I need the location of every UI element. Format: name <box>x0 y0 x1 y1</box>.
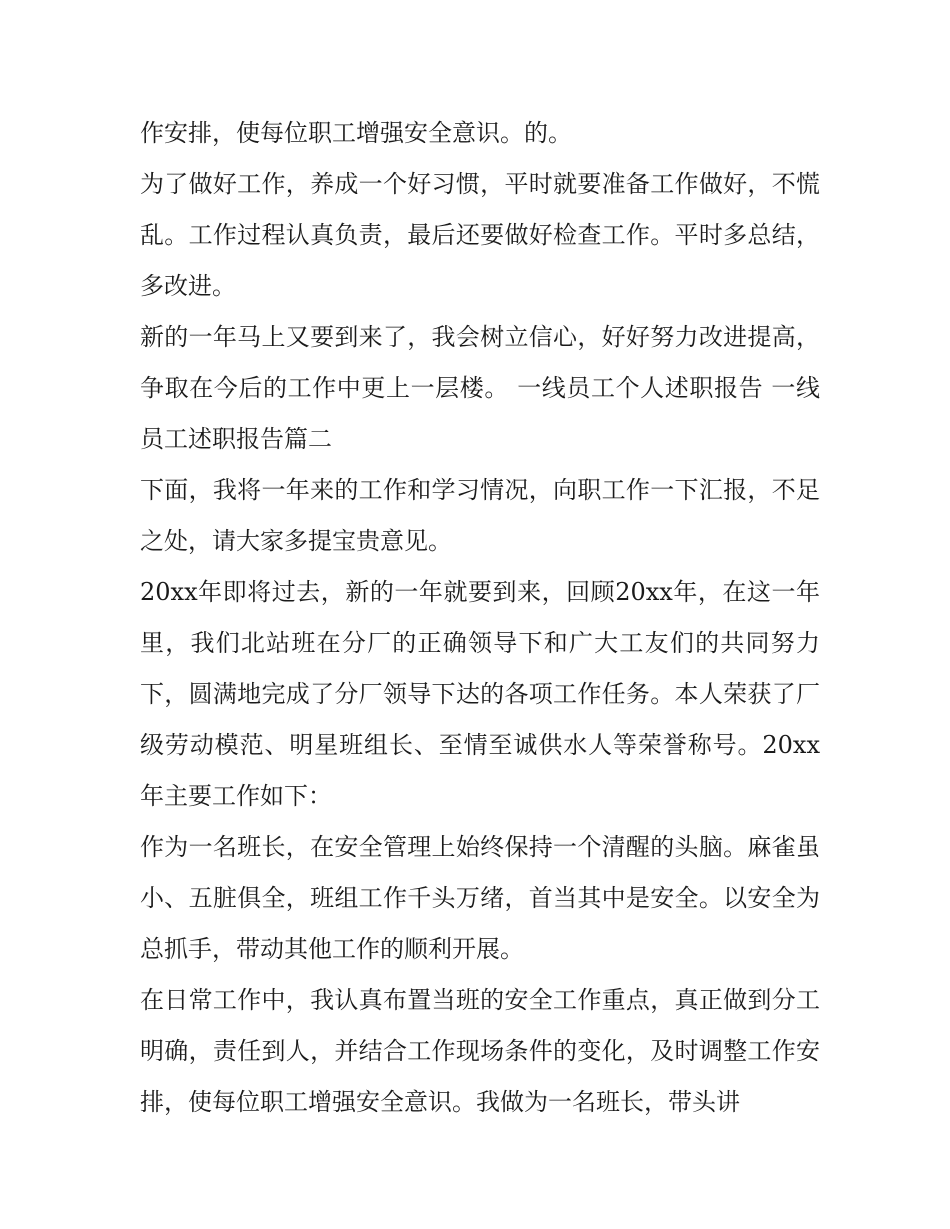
paragraph-3: 新的一年马上又要到来了，我会树立信心，好好努力改进提高，争取在今后的工作中更上一层楼。 一线员工个人述职报告 一线员工述职报告篇二 <box>140 323 820 453</box>
paragraph-2: 为了做好工作，养成一个好习惯，平时就要准备工作做好，不慌乱。工作过程认真负责，最后还要做好检查工作。平时多总结，多改进。 <box>140 170 820 300</box>
paragraph-5: 20xx年即将过去，新的一年就要到来，回顾20xx年，在这一年里，我们北站班在分厂的正确领导下和广大工友们的共同努力下，圆满地完成了分厂领导下达的各项工作任务。本人荣获了厂级劳动模范、明星班组长、至情至诚供水人等荣誉称号。20xx年主要工作如下： <box>140 578 820 810</box>
paragraph-6: 作为一名班长，在安全管理上始终保持一个清醒的头脑。麻雀虽小、五脏俱全，班组工作千头万绪，首当其中是安全。以安全为总抓手，带动其他工作的顺利开展。 <box>140 833 820 963</box>
document-body <box>140 108 820 1128</box>
paragraph-4: 下面，我将一年来的工作和学习情况，向职工作一下汇报，不足之处，请大家多提宝贵意见。 <box>140 476 820 555</box>
paragraph-1: 作安排，使每位职工增强安全意识。的。 <box>140 119 572 147</box>
paragraph-7: 在日常工作中，我认真布置当班的安全工作重点，真正做到分工明确，责任到人，并结合工作现场条件的变化，及时调整工作安排，使每位职工增强安全意识。我做为一名班长，带头讲 <box>140 986 820 1116</box>
